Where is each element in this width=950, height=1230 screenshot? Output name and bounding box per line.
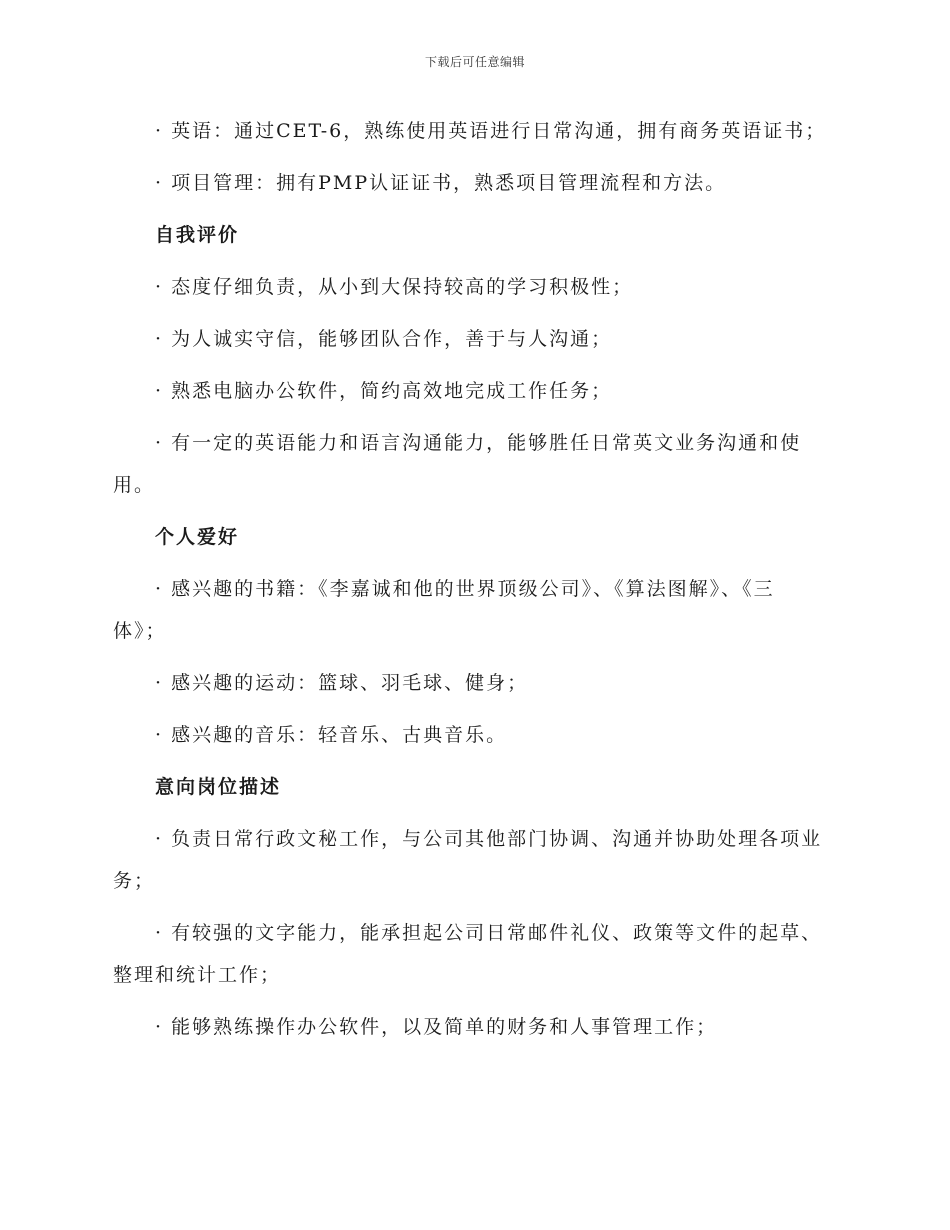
paragraph-books: · 感兴趣的书籍：《李嘉诚和他的世界顶级公司》、《算法图解》、《三体》； <box>113 578 775 642</box>
heading-job-description: 意向岗位描述 <box>155 776 282 798</box>
paragraph-project-management: · 项目管理：拥有PMP认证证书，熟悉项目管理流程和方法。 <box>155 172 727 194</box>
paragraph-english-skill: · 英语：通过CET-6，熟练使用英语进行日常沟通，拥有商务英语证书； <box>155 120 827 142</box>
header-note: 下载后可任意编辑 <box>424 55 525 69</box>
heading-self-evaluation: 自我评价 <box>155 224 240 246</box>
paragraph-english-ability: · 有一定的英语能力和语言沟通能力，能够胜任日常英文业务沟通和使用。 <box>113 432 802 496</box>
paragraph-sports: · 感兴趣的运动：篮球、羽毛球、健身； <box>155 672 529 694</box>
paragraph-office-software: · 熟悉电脑办公软件，简约高效地完成工作任务； <box>155 380 613 402</box>
paragraph-writing-ability: · 有较强的文字能力，能承担起公司日常邮件礼仪、政策等文件的起草、整理和统计工作； <box>113 922 823 986</box>
paragraph-office-operations: · 能够熟练操作办公软件，以及简单的财务和人事管理工作； <box>155 1016 718 1038</box>
heading-hobbies: 个人爱好 <box>155 526 240 548</box>
paragraph-honesty: · 为人诚实守信，能够团队合作，善于与人沟通； <box>155 328 613 350</box>
paragraph-music: · 感兴趣的音乐：轻音乐、古典音乐。 <box>155 724 508 746</box>
document-body <box>113 110 828 1058</box>
paragraph-attitude: · 态度仔细负责，从小到大保持较高的学习积极性； <box>155 276 634 298</box>
paragraph-admin-work: · 负责日常行政文秘工作，与公司其他部门协调、沟通并协助处理各项业务； <box>113 828 823 892</box>
